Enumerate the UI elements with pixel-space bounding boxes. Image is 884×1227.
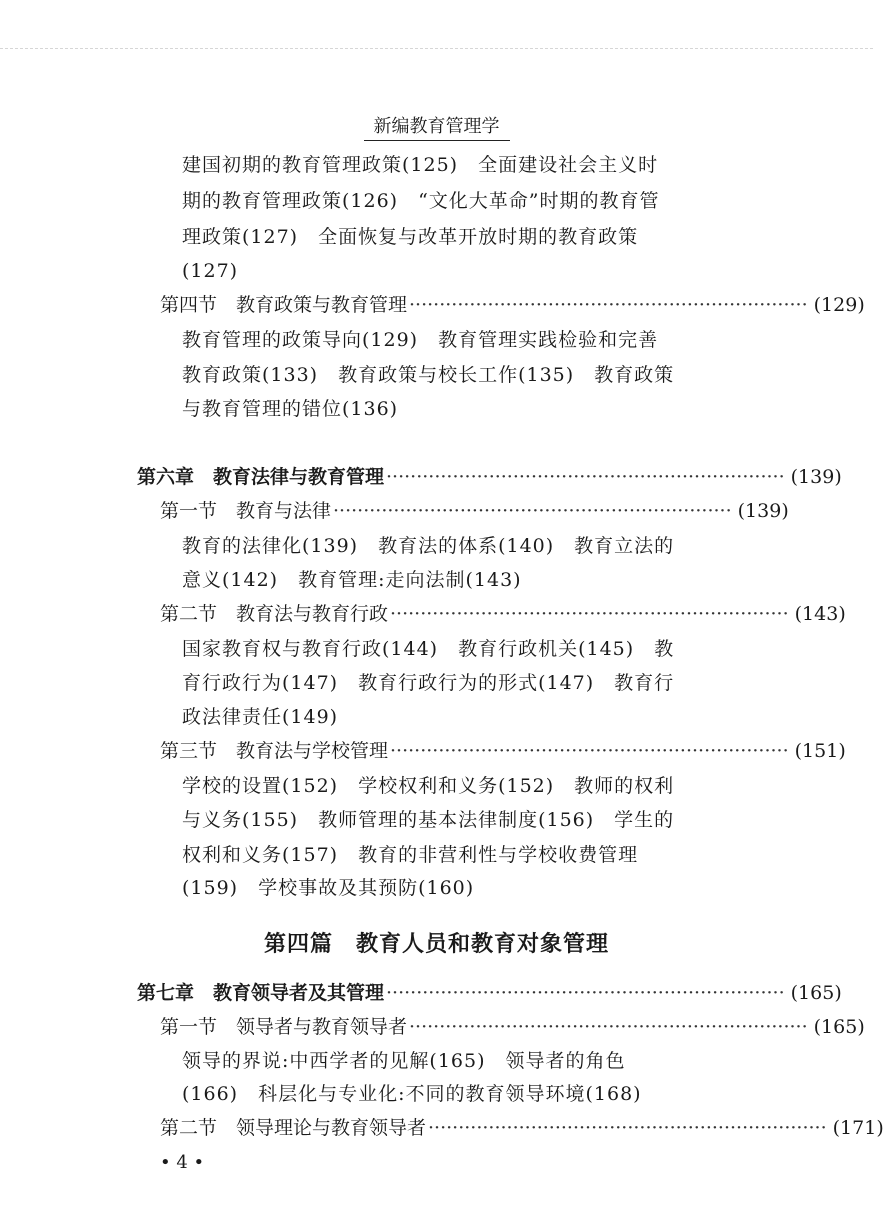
toc-section-line	[160, 1116, 884, 1140]
toc-entry-text: 建国初期的教育管理政策(125) 全面建设社会主义时	[182, 154, 659, 176]
toc-entry-text: 理政策(127) 全面恢复与改革开放时期的教育政策	[182, 226, 639, 248]
toc-section-line	[160, 1015, 865, 1039]
page-ref: (151)	[794, 740, 846, 762]
toc-entry-text: 教育管理的政策导向(129) 教育管理实践检验和完善	[182, 329, 659, 351]
section-title: 第一节 教育与法律	[160, 500, 332, 522]
page-ref: (139)	[737, 500, 789, 522]
section-title: 第三节 教育法与学校管理	[160, 740, 389, 762]
page-ref: (165)	[813, 1016, 865, 1038]
book-title: 新编教育管理学	[364, 112, 510, 141]
toc-entry-text: 教育的法律化(139) 教育法的体系(140) 教育立法的	[182, 535, 675, 557]
chapter-title: 第六章 教育法律与教育管理	[137, 466, 385, 488]
page-top-edge	[0, 48, 873, 49]
leader-dots: ··································································	[390, 740, 789, 762]
page-number: • 4 •	[160, 1152, 205, 1173]
toc-entry-text: (159) 学校事故及其预防(160)	[182, 877, 475, 899]
toc-entry-text: 政法律责任(149)	[182, 706, 339, 728]
toc-chapter-line	[137, 981, 842, 1005]
toc-entry-text: 与义务(155) 教师管理的基本法律制度(156) 学生的	[182, 809, 675, 831]
section-title: 第一节 领导者与教育领导者	[160, 1016, 408, 1038]
page-ref: (171)	[832, 1117, 884, 1139]
toc-entry-text: 学校的设置(152) 学校权利和义务(152) 教师的权利	[182, 775, 675, 797]
section-title: 第二节 教育法与教育行政	[160, 603, 389, 625]
toc-section-line	[160, 293, 865, 317]
toc-entry-text: 权利和义务(157) 教育的非营利性与学校收费管理	[182, 844, 639, 866]
leader-dots: ··································································	[390, 603, 789, 625]
leader-dots: ··································································	[386, 982, 785, 1004]
toc-entry-text: 育行政行为(147) 教育行政行为的形式(147) 教育行	[182, 672, 675, 694]
leader-dots: ··································································	[409, 294, 808, 316]
leader-dots: ··································································	[428, 1117, 827, 1139]
leader-dots: ··································································	[409, 1016, 808, 1038]
leader-dots: ··································································	[333, 500, 732, 522]
running-header	[0, 112, 873, 141]
toc-section-line	[160, 602, 846, 626]
toc-entry-text: 意义(142) 教育管理:走向法制(143)	[182, 569, 522, 591]
toc-section-line	[160, 499, 789, 523]
section-title: 第二节 领导理论与教育领导者	[160, 1117, 427, 1139]
toc-entry-text: 教育政策(133) 教育政策与校长工作(135) 教育政策	[182, 364, 675, 386]
toc-chapter-line	[137, 465, 842, 489]
page-ref: (139)	[790, 466, 842, 488]
toc-entry-text: 期的教育管理政策(126) “文化大革命”时期的教育管	[182, 190, 660, 212]
toc-entry-text: 与教育管理的错位(136)	[182, 398, 399, 420]
section-title: 第四节 教育政策与教育管理	[160, 294, 408, 316]
page-ref: (129)	[813, 294, 865, 316]
chapter-title: 第七章 教育领导者及其管理	[137, 982, 385, 1004]
page-ref: (143)	[794, 603, 846, 625]
toc-entry-text: (127)	[182, 260, 239, 282]
toc-entry-text: 国家教育权与教育行政(144) 教育行政机关(145) 教	[182, 638, 675, 660]
toc-section-line	[160, 739, 846, 763]
toc-entry-text: 领导的界说:中西学者的见解(165) 领导者的角色	[182, 1050, 626, 1072]
page-ref: (165)	[790, 982, 842, 1004]
part-heading: 第四篇 教育人员和教育对象管理	[263, 931, 609, 957]
leader-dots: ··································································	[386, 466, 785, 488]
toc-entry-text: (166) 科层化与专业化:不同的教育领导环境(168)	[182, 1083, 642, 1105]
